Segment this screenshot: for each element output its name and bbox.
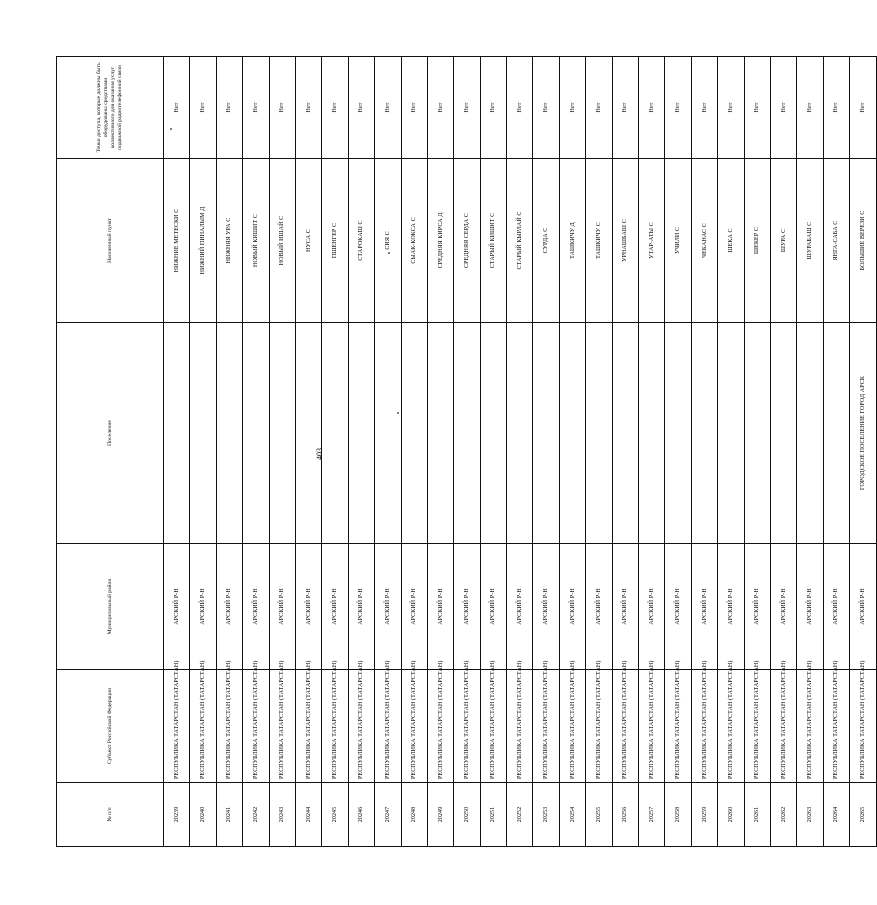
table-row	[216, 57, 242, 847]
cell-settlement	[480, 323, 506, 544]
cell-settlement	[586, 323, 612, 544]
cell-settlement	[295, 323, 321, 544]
cell-access: Нет	[665, 57, 691, 159]
table-header	[57, 57, 164, 847]
table-row	[164, 57, 190, 847]
cell-settlement	[269, 323, 295, 544]
table-row	[639, 57, 665, 847]
cell-locality: СРЕДНЯЯ СЕРДА С	[454, 159, 480, 323]
cell-access: Нет	[533, 57, 559, 159]
cell-locality: ШУРА С	[770, 159, 796, 323]
cell-number: 20247	[375, 783, 401, 847]
header-settlement: Поселение	[57, 323, 164, 544]
cell-number: 20260	[718, 783, 744, 847]
cell-subject: РЕСПУБЛИКА ТАТАРСТАН (ТАТАРСТАН)	[427, 670, 453, 783]
cell-subject: РЕСПУБЛИКА ТАТАРСТАН (ТАТАРСТАН)	[850, 670, 876, 783]
cell-access: Нет	[691, 57, 717, 159]
header-number: № п/п	[57, 783, 164, 847]
cell-number: 20251	[480, 783, 506, 847]
cell-district: АРСКИЙ Р-Н	[691, 544, 717, 670]
cell-subject: РЕСПУБЛИКА ТАТАРСТАН (ТАТАРСТАН)	[243, 670, 269, 783]
cell-district: АРСКИЙ Р-Н	[190, 544, 216, 670]
cell-locality: УЧИЛИ С	[665, 159, 691, 323]
table-body	[164, 57, 877, 847]
cell-locality: ЧЕКАНАС С	[691, 159, 717, 323]
cell-district: АРСКИЙ Р-Н	[164, 544, 190, 670]
cell-locality: БОЛЬШИЕ ВЕРЕЗИ С	[850, 159, 876, 323]
cell-number: 20258	[665, 783, 691, 847]
cell-number: 20248	[401, 783, 427, 847]
table-row	[401, 57, 427, 847]
cell-settlement	[375, 323, 401, 544]
cell-access: Нет	[348, 57, 374, 159]
cell-settlement	[559, 323, 585, 544]
cell-locality: СТАРЫЙ КЫРЛАЙ С	[507, 159, 533, 323]
cell-number: 20245	[322, 783, 348, 847]
table-row	[691, 57, 717, 847]
cell-subject: РЕСПУБЛИКА ТАТАРСТАН (ТАТАРСТАН)	[612, 670, 638, 783]
cell-number: 20265	[850, 783, 876, 847]
cell-access: Нет	[507, 57, 533, 159]
cell-access: Нет	[427, 57, 453, 159]
cell-subject: РЕСПУБЛИКА ТАТАРСТАН (ТАТАРСТАН)	[744, 670, 770, 783]
cell-access: Нет	[269, 57, 295, 159]
cell-number: 20253	[533, 783, 559, 847]
cell-settlement	[744, 323, 770, 544]
cell-settlement	[797, 323, 823, 544]
cell-settlement	[691, 323, 717, 544]
cell-number: 20263	[797, 783, 823, 847]
cell-number: 20246	[348, 783, 374, 847]
cell-subject: РЕСПУБЛИКА ТАТАРСТАН (ТАТАРСТАН)	[718, 670, 744, 783]
cell-locality: ПШЕНГЕР С	[322, 159, 348, 323]
cell-subject: РЕСПУБЛИКА ТАТАРСТАН (ТАТАРСТАН)	[480, 670, 506, 783]
cell-district: АРСКИЙ Р-Н	[797, 544, 823, 670]
cell-access: Нет	[612, 57, 638, 159]
cell-subject: РЕСПУБЛИКА ТАТАРСТАН (ТАТАРСТАН)	[691, 670, 717, 783]
cell-number: 20240	[190, 783, 216, 847]
cell-district: АРСКИЙ Р-Н	[322, 544, 348, 670]
table-row	[454, 57, 480, 847]
table-row	[533, 57, 559, 847]
cell-settlement	[718, 323, 744, 544]
cell-district: АРСКИЙ Р-Н	[295, 544, 321, 670]
table-row	[295, 57, 321, 847]
header-subject: Субъект Российской Федерации	[57, 670, 164, 783]
cell-locality: УРНАШБАШ С	[612, 159, 638, 323]
cell-number: 20264	[823, 783, 849, 847]
cell-number: 20262	[770, 783, 796, 847]
cell-number: 20256	[612, 783, 638, 847]
cell-district: АРСКИЙ Р-Н	[216, 544, 242, 670]
cell-locality: СТАРОКАШ С	[348, 159, 374, 323]
table-row	[375, 57, 401, 847]
cell-district: АРСКИЙ Р-Н	[375, 544, 401, 670]
cell-locality: ТАШКИЧУ С	[586, 159, 612, 323]
cell-locality: НИЖНИЕ МЕТЕСКИ С	[164, 159, 190, 323]
cell-access: Нет	[295, 57, 321, 159]
cell-settlement	[665, 323, 691, 544]
cell-access: Нет	[797, 57, 823, 159]
cell-subject: РЕСПУБЛИКА ТАТАРСТАН (ТАТАРСТАН)	[164, 670, 190, 783]
cell-settlement	[823, 323, 849, 544]
cell-number: 20242	[243, 783, 269, 847]
cell-settlement	[164, 323, 190, 544]
cell-settlement: ГОРОДСКОЕ ПОСЕЛЕНИЕ ГОРОД АРСК	[850, 323, 876, 544]
cell-settlement	[533, 323, 559, 544]
table-row	[797, 57, 823, 847]
table-row	[559, 57, 585, 847]
cell-settlement	[427, 323, 453, 544]
cell-locality: ТАШКИЧУ Д	[559, 159, 585, 323]
cell-locality: СЫАК-КОКСА С	[401, 159, 427, 323]
cell-subject: РЕСПУБЛИКА ТАТАРСТАН (ТАТАРСТАН)	[533, 670, 559, 783]
cell-subject: РЕСПУБЛИКА ТАТАРСТАН (ТАТАРСТАН)	[770, 670, 796, 783]
cell-locality: СТАРЫЙ КИШИТ С	[480, 159, 506, 323]
cell-number: 20243	[269, 783, 295, 847]
cell-number: 20257	[639, 783, 665, 847]
table-row	[322, 57, 348, 847]
cell-access: Нет	[586, 57, 612, 159]
cell-district: АРСКИЙ Р-Н	[243, 544, 269, 670]
cell-subject: РЕСПУБЛИКА ТАТАРСТАН (ТАТАРСТАН)	[322, 670, 348, 783]
cell-subject: РЕСПУБЛИКА ТАТАРСТАН (ТАТАРСТАН)	[216, 670, 242, 783]
table-row	[744, 57, 770, 847]
cell-settlement	[322, 323, 348, 544]
cell-locality: ШУРАБАШ С	[797, 159, 823, 323]
cell-district: АРСКИЙ Р-Н	[770, 544, 796, 670]
cell-settlement	[507, 323, 533, 544]
cell-settlement	[401, 323, 427, 544]
cell-subject: РЕСПУБЛИКА ТАТАРСТАН (ТАТАРСТАН)	[586, 670, 612, 783]
page-number: 403	[315, 448, 324, 460]
cell-district: АРСКИЙ Р-Н	[639, 544, 665, 670]
cell-access: Нет	[559, 57, 585, 159]
cell-district: АРСКИЙ Р-Н	[823, 544, 849, 670]
cell-access: Нет	[164, 57, 190, 159]
cell-access: Нет	[823, 57, 849, 159]
cell-subject: РЕСПУБЛИКА ТАТАРСТАН (ТАТАРСТАН)	[823, 670, 849, 783]
cell-subject: РЕСПУБЛИКА ТАТАРСТАН (ТАТАРСТАН)	[401, 670, 427, 783]
cell-district: АРСКИЙ Р-Н	[401, 544, 427, 670]
header-row	[57, 57, 164, 847]
cell-locality: УТАР-АТЫ С	[639, 159, 665, 323]
cell-settlement	[639, 323, 665, 544]
cell-subject: РЕСПУБЛИКА ТАТАРСТАН (ТАТАРСТАН)	[507, 670, 533, 783]
table-row	[348, 57, 374, 847]
table-row	[850, 57, 876, 847]
cell-subject: РЕСПУБЛИКА ТАТАРСТАН (ТАТАРСТАН)	[348, 670, 374, 783]
cell-locality: СУРДА С	[533, 159, 559, 323]
cell-access: Нет	[190, 57, 216, 159]
cell-subject: РЕСПУБЛИКА ТАТАРСТАН (ТАТАРСТАН)	[295, 670, 321, 783]
cell-settlement	[454, 323, 480, 544]
cell-access: Нет	[770, 57, 796, 159]
cell-district: АРСКИЙ Р-Н	[427, 544, 453, 670]
cell-locality: СИЯ С	[375, 159, 401, 323]
table-row	[480, 57, 506, 847]
cell-access: Нет	[744, 57, 770, 159]
cell-number: 20239	[164, 783, 190, 847]
cell-access: Нет	[718, 57, 744, 159]
cell-settlement	[612, 323, 638, 544]
cell-subject: РЕСПУБЛИКА ТАТАРСТАН (ТАТАРСТАН)	[559, 670, 585, 783]
cell-settlement	[216, 323, 242, 544]
cell-number: 20249	[427, 783, 453, 847]
cell-district: АРСКИЙ Р-Н	[507, 544, 533, 670]
cell-district: АРСКИЙ Р-Н	[665, 544, 691, 670]
cell-locality: СРЕДНЯЯ КИРСА Д	[427, 159, 453, 323]
table-row	[718, 57, 744, 847]
table-row	[770, 57, 796, 847]
table-row	[243, 57, 269, 847]
cell-district: АРСКИЙ Р-Н	[533, 544, 559, 670]
cell-access: Нет	[243, 57, 269, 159]
cell-number: 20259	[691, 783, 717, 847]
cell-subject: РЕСПУБЛИКА ТАТАРСТАН (ТАТАРСТАН)	[190, 670, 216, 783]
cell-access: Нет	[375, 57, 401, 159]
cell-district: АРСКИЙ Р-Н	[850, 544, 876, 670]
cell-number: 20255	[586, 783, 612, 847]
header-access-points: Точки доступа, которые должны быть оборудованы средствами коллективного для оказания услуг подвижной радиотелефонной связи	[57, 57, 164, 159]
settlements-table	[56, 56, 877, 847]
table-row	[823, 57, 849, 847]
cell-access: Нет	[454, 57, 480, 159]
cell-locality: НУСА С	[295, 159, 321, 323]
table-row	[190, 57, 216, 847]
cell-access: Нет	[639, 57, 665, 159]
cell-number: 20241	[216, 783, 242, 847]
cell-number: 20254	[559, 783, 585, 847]
table-row	[427, 57, 453, 847]
cell-district: АРСКИЙ Р-Н	[612, 544, 638, 670]
cell-district: АРСКИЙ Р-Н	[348, 544, 374, 670]
cell-district: АРСКИЙ Р-Н	[586, 544, 612, 670]
cell-access: Нет	[850, 57, 876, 159]
header-locality: Населенный пункт	[57, 159, 164, 323]
table-row	[269, 57, 295, 847]
cell-number: 20244	[295, 783, 321, 847]
rotated-table-container	[56, 57, 866, 847]
table-row	[665, 57, 691, 847]
cell-access: Нет	[401, 57, 427, 159]
cell-settlement	[770, 323, 796, 544]
cell-locality: НИЖНИЙ ПИНАЛЫМ Д	[190, 159, 216, 323]
table-row	[507, 57, 533, 847]
cell-access: Нет	[216, 57, 242, 159]
cell-locality: ШЕКА С	[718, 159, 744, 323]
cell-subject: РЕСПУБЛИКА ТАТАРСТАН (ТАТАРСТАН)	[797, 670, 823, 783]
cell-district: АРСКИЙ Р-Н	[454, 544, 480, 670]
cell-settlement	[348, 323, 374, 544]
cell-access: Нет	[480, 57, 506, 159]
cell-district: АРСКИЙ Р-Н	[480, 544, 506, 670]
cell-locality: НОВЫЙ КИШИТ С	[243, 159, 269, 323]
cell-district: АРСКИЙ Р-Н	[744, 544, 770, 670]
table-row	[612, 57, 638, 847]
cell-access: Нет	[322, 57, 348, 159]
cell-settlement	[190, 323, 216, 544]
cell-number: 20252	[507, 783, 533, 847]
cell-locality: НИЖНЯЯ УРА С	[216, 159, 242, 323]
cell-subject: РЕСПУБЛИКА ТАТАРСТАН (ТАТАРСТАН)	[639, 670, 665, 783]
cell-number: 20250	[454, 783, 480, 847]
cell-locality: ЯНГА-САБА С	[823, 159, 849, 323]
cell-subject: РЕСПУБЛИКА ТАТАРСТАН (ТАТАРСТАН)	[375, 670, 401, 783]
cell-settlement	[243, 323, 269, 544]
table-row	[586, 57, 612, 847]
header-district: Муниципальный район	[57, 544, 164, 670]
cell-subject: РЕСПУБЛИКА ТАТАРСТАН (ТАТАРСТАН)	[454, 670, 480, 783]
cell-subject: РЕСПУБЛИКА ТАТАРСТАН (ТАТАРСТАН)	[665, 670, 691, 783]
cell-locality: НОВЫЙ ИШАЙ С	[269, 159, 295, 323]
cell-district: АРСКИЙ Р-Н	[269, 544, 295, 670]
cell-district: АРСКИЙ Р-Н	[718, 544, 744, 670]
cell-subject: РЕСПУБЛИКА ТАТАРСТАН (ТАТАРСТАН)	[269, 670, 295, 783]
cell-district: АРСКИЙ Р-Н	[559, 544, 585, 670]
cell-locality: ШЕКЕР С	[744, 159, 770, 323]
cell-number: 20261	[744, 783, 770, 847]
